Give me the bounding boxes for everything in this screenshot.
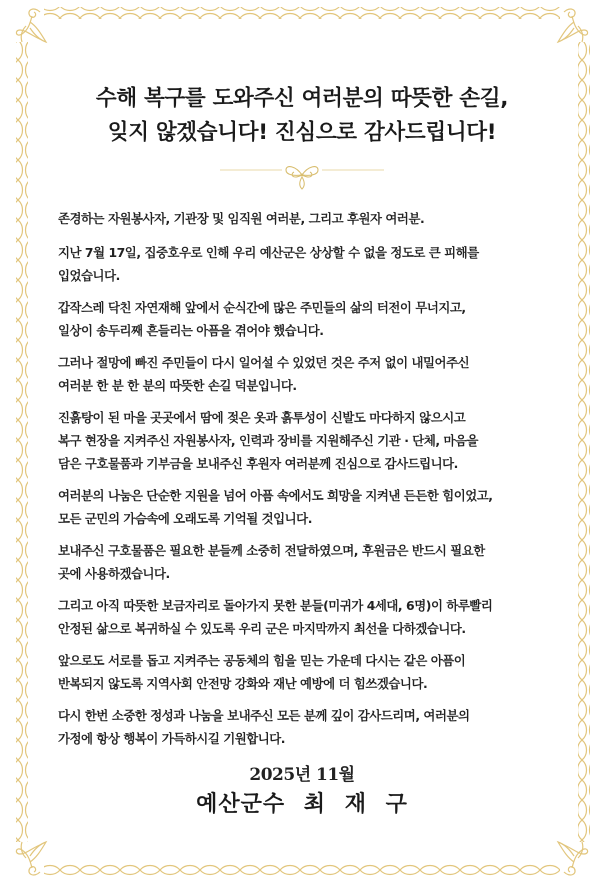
letter-body: [58, 207, 558, 759]
title-line-1: 수해 복구를 도와주신 여러분의 따뜻한 손길,: [95, 86, 509, 111]
greeting: 존경하는 자원봉사자, 기관장 및 임직원 여러분, 그리고 후원자 여러분.: [58, 211, 425, 226]
paragraph-9: 다시 한번 소중한 정성과 나눔을 보내주신 모든 분께 깊이 감사드리며, 여러분의 가정에 항상 행복이 가득하시길 기원합니다.: [58, 708, 470, 746]
paragraph-8: 앞으로도 서로를 돕고 지켜주는 공동체의 힘을 믿는 가운데 다시는 같은 아픔이 반복되지 않도록 지역사회 안전망 강화와 재난 예방에 더 힘쓰겠습니다.: [58, 653, 466, 691]
page-title: [0, 82, 604, 150]
paragraph-4: 진흙탕이 된 마을 곳곳에서 땀에 젖은 옷과 흙투성이 신발도 마다하지 않으시고 복구 현장을 지켜주신 자원봉사자, 인력과 장비를 지원해주신 기관 · 단체, 마음을 담은 구호물품과 기부금을 보내주신 후원자 여러분께 진심으로 감사드립니다.: [58, 410, 479, 471]
ornament-divider-icon: [220, 158, 384, 192]
letter-date: 2025년 11월: [249, 765, 355, 785]
title-line-2: 잊지 않겠습니다! 진심으로 감사드립니다!: [107, 120, 497, 145]
paragraph-7: 그리고 아직 따뜻한 보금자리로 돌아가지 못한 분들(미귀가 4세대, 6명)이 하루빨리 안정된 삶으로 복귀하실 수 있도록 우리 군은 마지막까지 최선을 다하겠습니다.: [58, 598, 493, 636]
paragraph-5: 여러분의 나눔은 단순한 지원을 넘어 아픔 속에서도 희망을 지켜낸 든든한 힘이었고, 모든 군민의 가슴속에 오래도록 기억될 것입니다.: [58, 488, 493, 526]
paragraph-2: 갑작스레 닥친 자연재해 앞에서 순식간에 많은 주민들의 삶의 터전이 무너지고, 일상이 송두리째 흔들리는 아픔을 겪어야 했습니다.: [58, 300, 466, 338]
paragraph-1: 지난 7월 17일, 집중호우로 인해 우리 예산군은 상상할 수 없을 정도로 큰 피해를 입었습니다.: [58, 245, 479, 283]
paragraph-6: 보내주신 구호물품은 필요한 분들께 소중히 전달하였으며, 후원금은 반드시 필요한 곳에 사용하겠습니다.: [58, 543, 485, 581]
paragraph-3: 그러나 절망에 빠진 주민들이 다시 일어설 수 있었던 것은 주저 없이 내밀어주신 여러분 한 분 한 분의 따뜻한 손길 덕분입니다.: [58, 355, 470, 393]
signer-name: 예산군수 최 재 구: [196, 791, 408, 817]
